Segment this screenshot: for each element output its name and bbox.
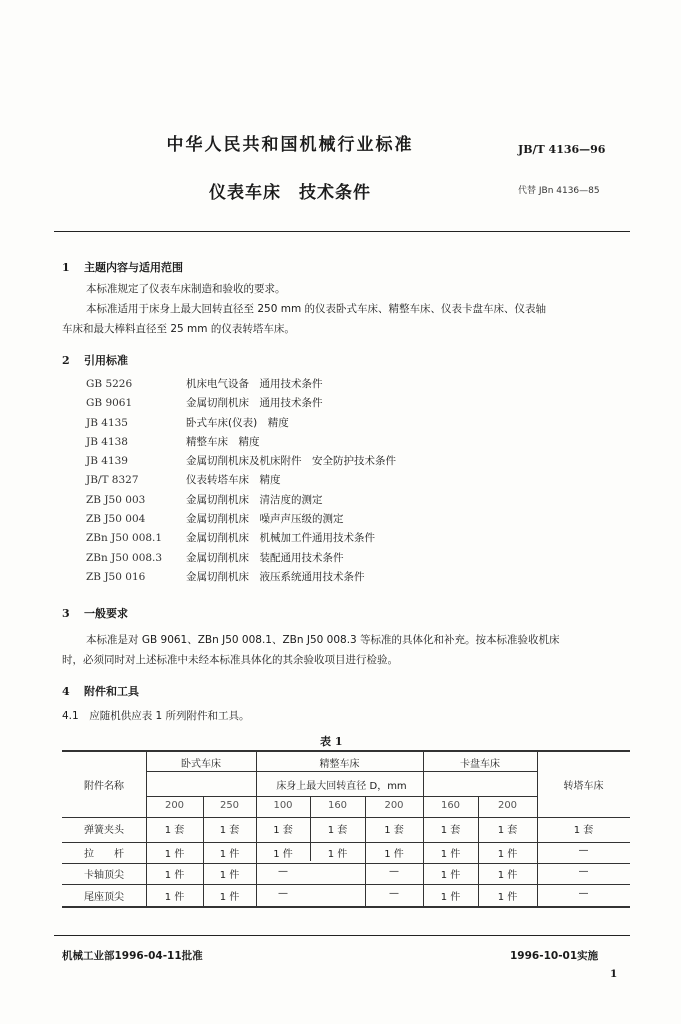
replaces-note: 代替 JBn 4136—85 <box>518 186 600 196</box>
document-title: 仪表车床 技术条件 <box>209 183 371 203</box>
section-number: 2 <box>62 354 70 367</box>
table-cell: — <box>278 866 288 877</box>
row-name: 卡轴顶尖 <box>84 870 124 881</box>
section-title: 主题内容与适用范围 <box>84 261 183 274</box>
size-cell: 200 <box>497 800 518 811</box>
table-cell: 1 件 <box>440 849 461 860</box>
size-cell: 160 <box>327 800 348 811</box>
group-header: 卡盘车床 <box>460 759 500 770</box>
table-cell: 1 套 <box>384 825 404 836</box>
size-cell: 200 <box>164 800 185 811</box>
table-rule <box>62 842 630 843</box>
table-rule <box>146 771 537 772</box>
reference-code: JB 4139 <box>86 455 128 468</box>
parameter-label: 床身上最大回转直径 D，mm <box>276 781 407 792</box>
reference-code: JB/T 8327 <box>86 474 139 487</box>
table-caption: 表 1 <box>320 735 343 748</box>
reference-code: ZBn J50 008.3 <box>86 551 163 564</box>
reference-code: JB 4138 <box>86 435 128 448</box>
table-cell: 1 件 <box>497 870 518 881</box>
paragraph: 本标准是对 GB 9061、ZBn J50 008.1、ZBn J50 008.3 等标准的具体化和补充。按本标准验收机床 <box>86 634 560 646</box>
reference-name: 仪表转塔车床 精度 <box>186 474 281 487</box>
group-header: 卧式车床 <box>181 759 221 770</box>
reference-name: 金属切削机床 通用技术条件 <box>186 397 323 410</box>
table-bottom-rule <box>62 906 630 908</box>
table-cell: 1 件 <box>440 892 461 903</box>
group-header: 精整车床 <box>319 759 360 770</box>
reference-name: 金属切削机床及机床附件 安全防护技术条件 <box>186 455 396 468</box>
turret-lathe-header: 转塔车床 <box>563 781 604 792</box>
table-cell: — <box>389 866 399 877</box>
reference-name: 卧式车床(仪表) 精度 <box>186 416 289 429</box>
clause-4-1: 4.1 应随机供应表 1 所列附件和工具。 <box>62 710 250 722</box>
size-cell: 200 <box>384 800 404 811</box>
table-rule <box>62 817 630 818</box>
reference-code: ZB J50 004 <box>86 513 146 526</box>
section-number: 4 <box>62 685 70 698</box>
reference-code: ZBn J50 008.1 <box>86 532 163 545</box>
row-header-label: 附件名称 <box>84 781 124 792</box>
paragraph: 本标准适用于床身上最大回转直径至 250 mm 的仪表卧式车床、精整车床、仪表卡盘车床、仪表轴 <box>86 303 547 315</box>
section-title: 一般要求 <box>84 607 128 620</box>
table-cell: — <box>578 866 589 877</box>
table-cell: 1 套 <box>573 825 594 836</box>
table-cell: — <box>578 888 589 899</box>
table-rule <box>62 884 630 885</box>
section-number: 1 <box>62 261 70 274</box>
table-cell: 1 套 <box>327 825 348 836</box>
table-cell: 1 件 <box>384 849 404 860</box>
table-rule <box>62 863 630 864</box>
table-cell: 1 件 <box>164 892 185 903</box>
reference-code: ZB J50 016 <box>86 570 146 583</box>
reference-code: GB 5226 <box>86 378 133 390</box>
table-cell: 1 套 <box>164 825 185 836</box>
paragraph: 本标准规定了仪表车床制造和验收的要求。 <box>86 283 286 295</box>
paragraph: 车床和最大棒料直径至 25 mm 的仪表转塔车床。 <box>62 323 295 335</box>
table-cell: 1 套 <box>273 825 293 836</box>
table-row <box>62 845 630 863</box>
table-cell: 1 件 <box>497 892 518 903</box>
footer-rule <box>54 935 630 936</box>
section-title: 附件和工具 <box>84 685 139 698</box>
table-row <box>62 888 630 906</box>
reference-code: GB 9061 <box>86 397 133 410</box>
size-cell: 160 <box>440 800 461 811</box>
table-cell: 1 套 <box>497 825 518 836</box>
standard-body-title: 中华人民共和国机械行业标准 <box>166 135 414 155</box>
table-row <box>62 821 630 839</box>
reference-name: 金属切削机床 机械加工件通用技术条件 <box>186 532 375 545</box>
effective-date: 1996-10-01实施 <box>510 950 599 962</box>
table-cell: 1 件 <box>497 849 518 860</box>
reference-name: 金属切削机床 液压系统通用技术条件 <box>186 570 365 583</box>
table-cell: 1 件 <box>327 849 348 860</box>
row-name: 拉 杆 <box>84 849 124 860</box>
table-cell: — <box>578 845 589 856</box>
reference-code: ZB J50 003 <box>86 493 146 506</box>
table-cell: 1 件 <box>273 849 293 860</box>
table-top-rule <box>62 750 630 752</box>
reference-name: 金属切削机床 装配通用技术条件 <box>186 551 344 564</box>
table-cell: 1 件 <box>440 870 461 881</box>
table-cell: 1 件 <box>219 870 240 881</box>
page-number: 1 <box>610 968 618 980</box>
section-title: 引用标准 <box>84 354 128 367</box>
section-number: 3 <box>62 607 70 620</box>
table-cell: 1 件 <box>164 870 185 881</box>
paragraph: 时，必须同时对上述标准中未经本标准具体化的其余验收项目进行检验。 <box>62 654 398 666</box>
standard-number: JB/T 4136—96 <box>518 143 606 156</box>
size-cell: 250 <box>219 800 240 811</box>
row-name: 尾座顶尖 <box>84 892 124 903</box>
reference-name: 金属切削机床 噪声声压级的测定 <box>186 513 344 526</box>
table-cell: 1 套 <box>440 825 461 836</box>
approval-date: 机械工业部1996-04-11批准 <box>62 950 203 962</box>
row-name: 弹簧夹头 <box>84 825 124 836</box>
size-cell: 100 <box>273 800 293 811</box>
reference-name: 精整车床 精度 <box>186 435 260 448</box>
table-cell: 1 件 <box>219 892 240 903</box>
reference-code: JB 4135 <box>86 416 128 429</box>
table-row <box>62 866 630 884</box>
table-cell: 1 件 <box>219 849 240 860</box>
reference-name: 机床电气设备 通用技术条件 <box>186 378 323 390</box>
table-cell: 1 套 <box>219 825 240 836</box>
table-cell: — <box>278 888 288 899</box>
reference-name: 金属切削机床 清洁度的测定 <box>186 493 323 506</box>
table-cell: — <box>389 888 399 899</box>
table-cell: 1 件 <box>164 849 185 860</box>
